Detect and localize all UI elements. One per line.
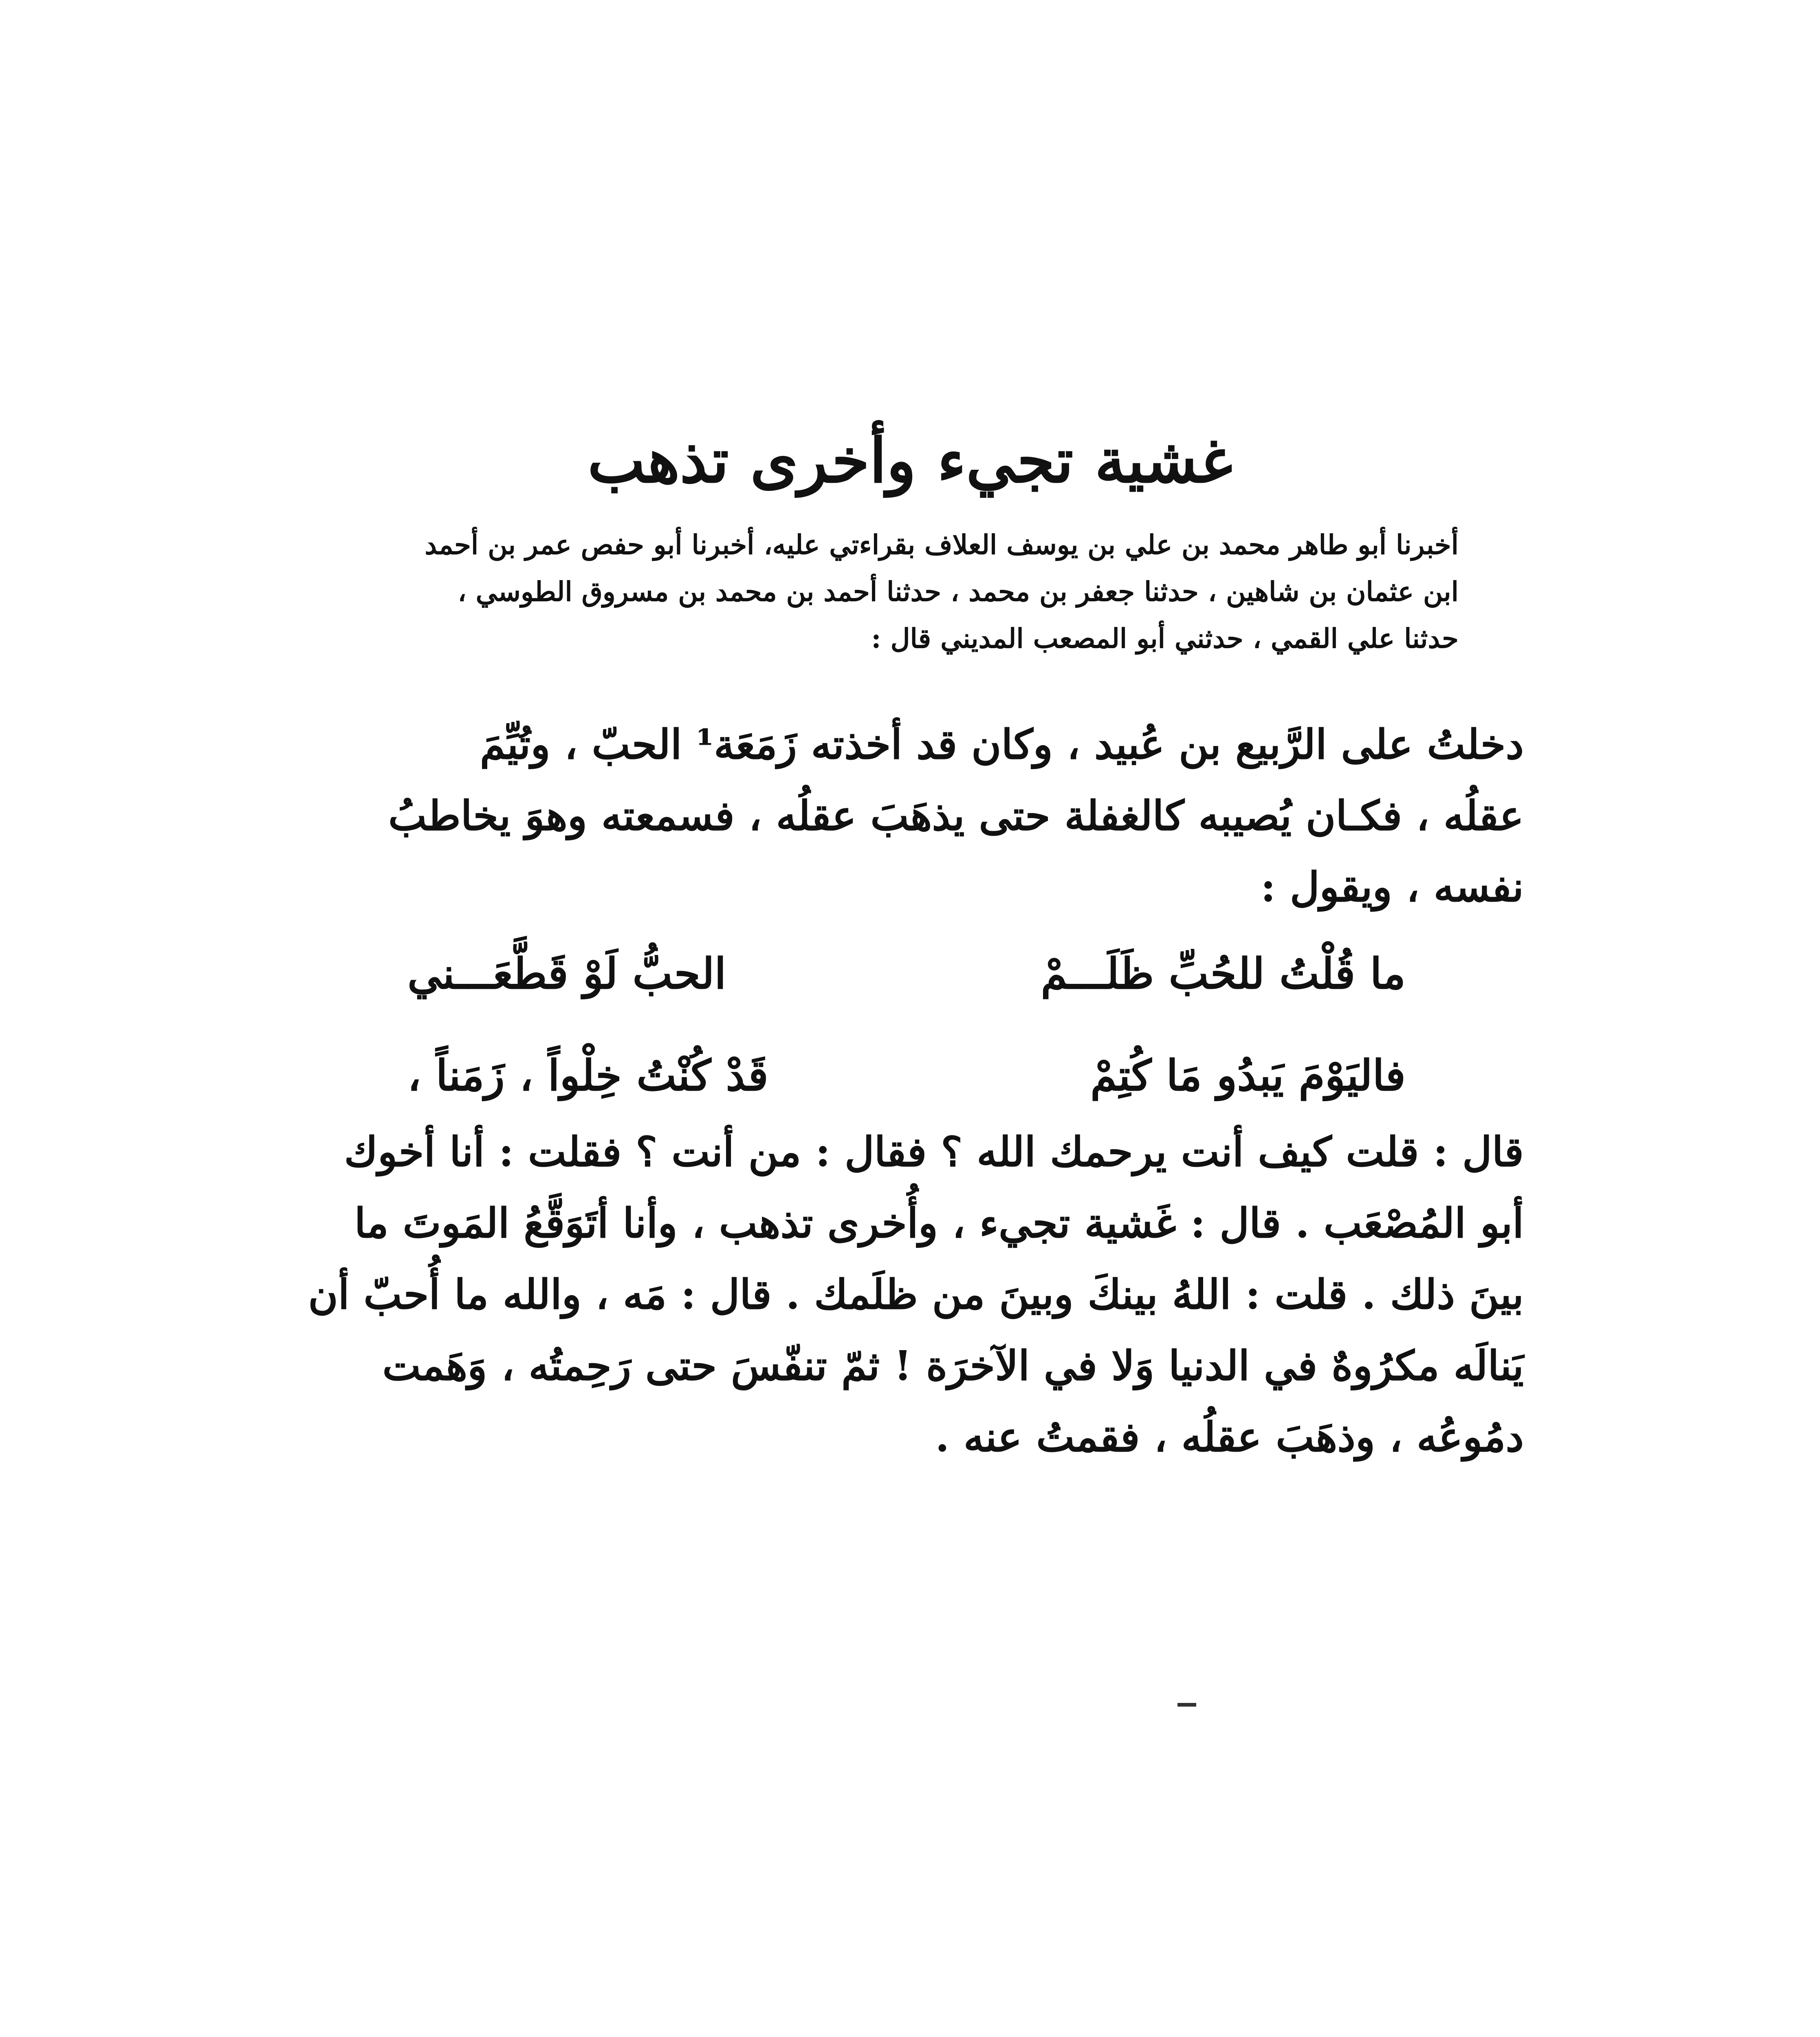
- page-title: غشية تجيء وأخرى تذهب: [588, 425, 1232, 497]
- text-line: دخلتُ على الرَّبيع بن عُبيد ، وكان قد أخذته زَمَعَة¹ الحبّ ، وتُيِّمَ: [480, 720, 1524, 768]
- paragraph-dialogue: [297, 1116, 1524, 1473]
- poem-verse: [407, 1039, 1406, 1112]
- text-line: أبو المُصْعَب . قال : غَشية تجيء ، وأُخرى تذهب ، وأنا أتَوَقَّعُ المَوتَ ما: [354, 1199, 1524, 1247]
- isnad-chain: [314, 521, 1459, 662]
- poem-verse: [407, 937, 1406, 1010]
- text-line: يَنالَه مكرُوهٌ في الدنيا وَلا في الآخرَة ! ثمّ تنفّسَ حتى رَحِمتُه ، وَهَمت: [382, 1342, 1524, 1390]
- isnad-line: أخبرنا أبو طاهر محمد بن علي بن يوسف العلاف بقراءتي عليه، أخبرنا أبو حفص عمر بن أحمد: [425, 529, 1459, 561]
- text-line: نفسه ، ويقول :: [1261, 863, 1524, 911]
- text-line: قال : قلت كيف أنت يرحمك الله ؟ فقال : من أنت ؟ فقلت : أنا أخوك: [344, 1128, 1524, 1176]
- isnad-line: ابن عثمان بن شاهين ، حدثنا جعفر بن محمد ، حدثنا أحمد بن محمد بن مسروق الطوسي ،: [458, 576, 1459, 607]
- text-line: بينَ ذلك . قلت : اللهُ بينكَ وبينَ من ظلَمك . قال : مَه ، والله ما أُحبّ أن: [308, 1270, 1524, 1318]
- paragraph-opening: [297, 709, 1524, 923]
- print-speck: [1177, 1703, 1196, 1707]
- isnad-line: حدثنا علي القمي ، حدثني أبو المصعب المديني قال :: [871, 623, 1459, 654]
- verse-first-hemistich: الحبُّ لَوْ قَطَّعَـــني: [407, 948, 726, 999]
- verse-first-hemistich: قَدْ كُنْتُ خِلْواً ، زَمَناً ،: [407, 1050, 768, 1100]
- text-line: دمُوعُه ، وذهَبَ عقلُه ، فقمتُ عنه .: [935, 1413, 1524, 1461]
- verse-second-hemistich: ما قُلْتُ للحُبِّ ظَلَـــمْ: [1041, 948, 1406, 999]
- verse-second-hemistich: فاليَوْمَ يَبدُو مَا كُتِمْ: [1090, 1050, 1406, 1100]
- text-line: عقلُه ، فكـان يُصيبه كالغفلة حتى يذهَبَ عقلُه ، فسمعته وهوَ يخاطبُ: [388, 792, 1524, 840]
